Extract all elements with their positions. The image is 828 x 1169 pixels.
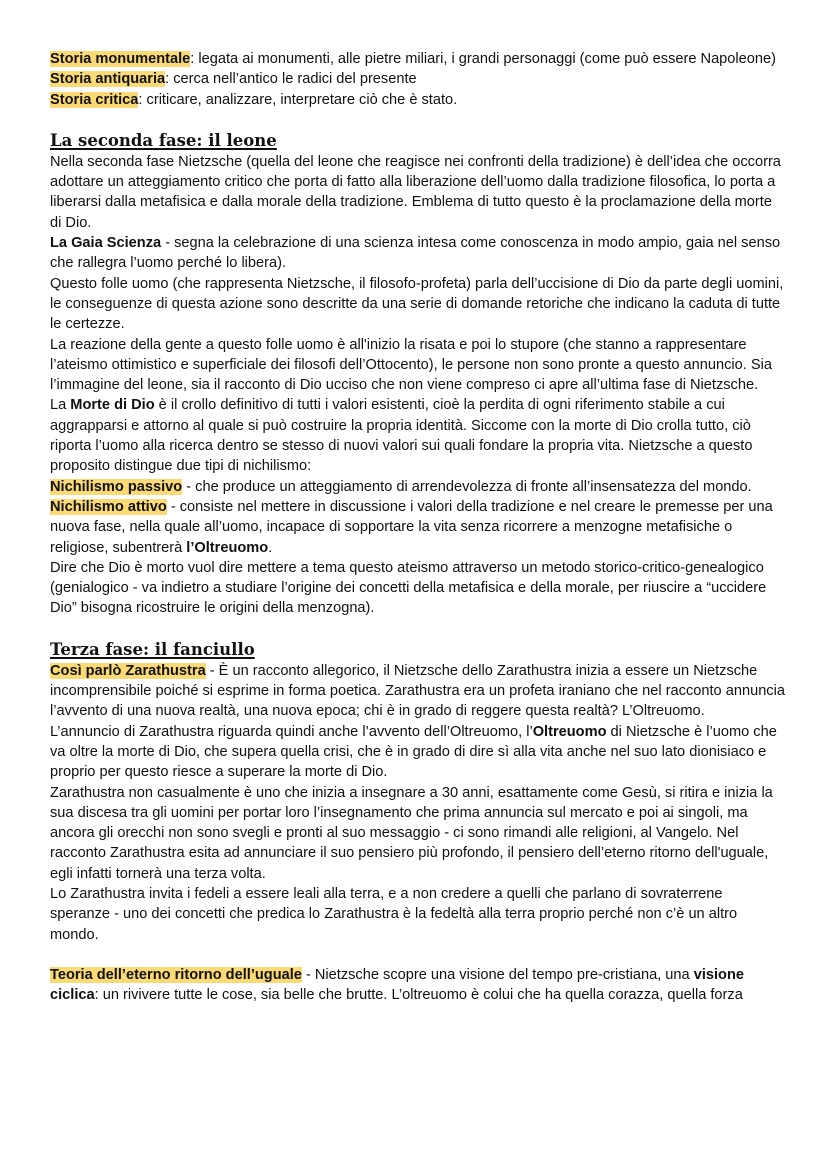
- bold-term: visione ciclica: [50, 966, 745, 1004]
- document-content: [50, 49, 785, 1005]
- bold-term: l’Oltreuomo: [186, 539, 269, 556]
- highlight-term: Storia antiquaria: [50, 71, 166, 88]
- highlight-term: Nichilismo attivo: [50, 498, 167, 515]
- paragraph-storia-antiquaria: Storia antiquaria: cerca nell’antico le radici del presente: [50, 71, 417, 88]
- highlight-term: Storia critica: [50, 91, 139, 108]
- highlight-term: Così parlò Zarathustra: [50, 662, 206, 679]
- paragraph: Zarathustra non casualmente è uno che inizia a insegnare a 30 anni, esattamente come Gesù, si ritira e inizia la sua discesa tra gli uomini per portar loro l’insegnamento che prima annuncia sul mercato e poi ai singoli, ma ancora gli orecchi non sono svegli e pronti al suo messaggio - ci sono rimandi alle religioni, al Vangelo. Nel racconto Zarathustra esita ad annunciare il suo pensiero più profondo, il pensiero dell’eterno ritorno dell'uguale, egli infatti tornerà una terza volta.: [50, 784, 773, 882]
- highlight-term: Storia monumentale: [50, 51, 191, 67]
- paragraph-oltreuomo: L’annuncio di Zarathustra riguarda quindi anche l’avvento dell’Oltreuomo, l’Oltreuomo di Nietzsche è l’uomo che va oltre la morte di Dio, che supera quella crisi, che è in grado di dire sì alla vita anche nel suo lato dionisiaco e proprio per questo riesce a superare la morte di Dio.: [50, 723, 777, 781]
- paragraph-zarathustra: Così parlò Zarathustra - È un racconto allegorico, il Nietzsche dello Zarathustra inizia a essere un Nietzsche incomprensibile poiché si esprime in forma poetica. Zarathustra era un profeta iraniano che nel racconto annuncia l’avvento di una nuova realtà, una nuova epoca; chi è in grado di reggere questa realtà? L’Oltreuomo.: [50, 662, 785, 720]
- highlight-term: Nichilismo passivo: [50, 478, 183, 495]
- paragraph-nichilismo-passivo: Nichilismo passivo - che produce un atteggiamento di arrendevolezza di fronte all’insensatezza del mondo.: [50, 478, 752, 495]
- section-heading-leone: La seconda fase: il leone: [50, 130, 277, 150]
- paragraph-storia-monumentale: Storia monumentale: legata ai monumenti, alle pietre miliari, i grandi personaggi (come può essere Napoleone): [50, 51, 776, 67]
- paragraph-gaia-scienza: La Gaia Scienza - segna la celebrazione di una scienza intesa come conoscenza in modo ampio, gaia nel senso che rallegra l’uomo perché lo libera).: [50, 235, 781, 272]
- paragraph-eterno-ritorno: Teoria dell’eterno ritorno dell’uguale - Nietzsche scopre una visione del tempo pre-cristiana, una visione ciclica: un rivivere tutte le cose, sia belle che brutte. L’oltreuomo è colui che ha quella corazza, quella forza: [50, 966, 745, 1004]
- highlight-term: Teoria dell’eterno ritorno dell’uguale: [50, 966, 302, 983]
- bold-term: La Gaia Scienza: [50, 235, 162, 252]
- paragraph-morte-di-dio: La Morte di Dio è il crollo definitivo di tutti i valori esistenti, cioè la perdita di ogni riferimento stabile a cui aggrapparsi e attorno al quale si può costruire la propria identità. Siccome con la morte di Dio crolla tutto, ciò riporta l’uomo alla ricerca dentro se stesso di nuovi valori sui quali fondare la propria vita. Nietzsche a questo proposito distingue due tipi di nichilismo:: [50, 397, 753, 475]
- paragraph: Nella seconda fase Nietzsche (quella del leone che reagisce nei confronti della tradizione) è dell’idea che occorra adottare un atteggiamento critico che porta di fatto alla liberazione dell’uomo dalla tradizione filosofica, lo porta a liberarsi dalla metafisica e dalla morale della tradizione. Emblema di tutto questo è la proclamazione della morte di Dio.: [50, 153, 781, 231]
- paragraph: Dire che Dio è morto vuol dire mettere a tema questo ateismo attraverso un metodo storico-critico-genealogico (genialogico - va indietro a studiare l’origine dei concetti della metafisica e della morale, per riuscire a “uccidere Dio” bisogna ricostruire le origini della menzogna).: [50, 559, 767, 617]
- section-heading-fanciullo: Terza fase: il fanciullo: [50, 639, 255, 659]
- paragraph-nichilismo-attivo: Nichilismo attivo - consiste nel mettere in discussione i valori della tradizione e nel creare le premesse per una nuova fase, nella quale all’uomo, incapace di sopportare la vita senza ricorrere a menzogne metafisiche o religiose, subentrerà l’Oltreuomo.: [50, 498, 773, 556]
- bold-term: Oltreuomo: [532, 723, 607, 740]
- paragraph: Questo folle uomo (che rappresenta Nietzsche, il filosofo-profeta) parla dell’uccisione di Dio da parte degli uomini, le conseguenze di questa azione sono descritte da una serie di domande retoriche che indicano la caduta di tutte le certezze.: [50, 275, 784, 333]
- paragraph: La reazione della gente a questo folle uomo è all'inizio la risata e poi lo stupore (che stanno a rappresentare l’ateismo ottimistico e superficiale dei filosofi dell’Ottocento), le persone non sono pronte a questo annuncio. Sia l’immagine del leone, sia il racconto di Dio ucciso che non viene compreso ci apre all’ultima fase di Nietzsche.: [50, 336, 772, 394]
- paragraph-storia-critica: Storia critica: criticare, analizzare, interpretare ciò che è stato.: [50, 91, 458, 108]
- paragraph: Lo Zarathustra invita i fedeli a essere leali alla terra, e a non credere a quelli che parlano di sovraterrene speranze - uno dei concetti che predica lo Zarathustra è la fedeltà alla terra proprio perché non c’è un altro mondo.: [50, 885, 738, 943]
- bold-term: Morte di Dio: [70, 397, 155, 414]
